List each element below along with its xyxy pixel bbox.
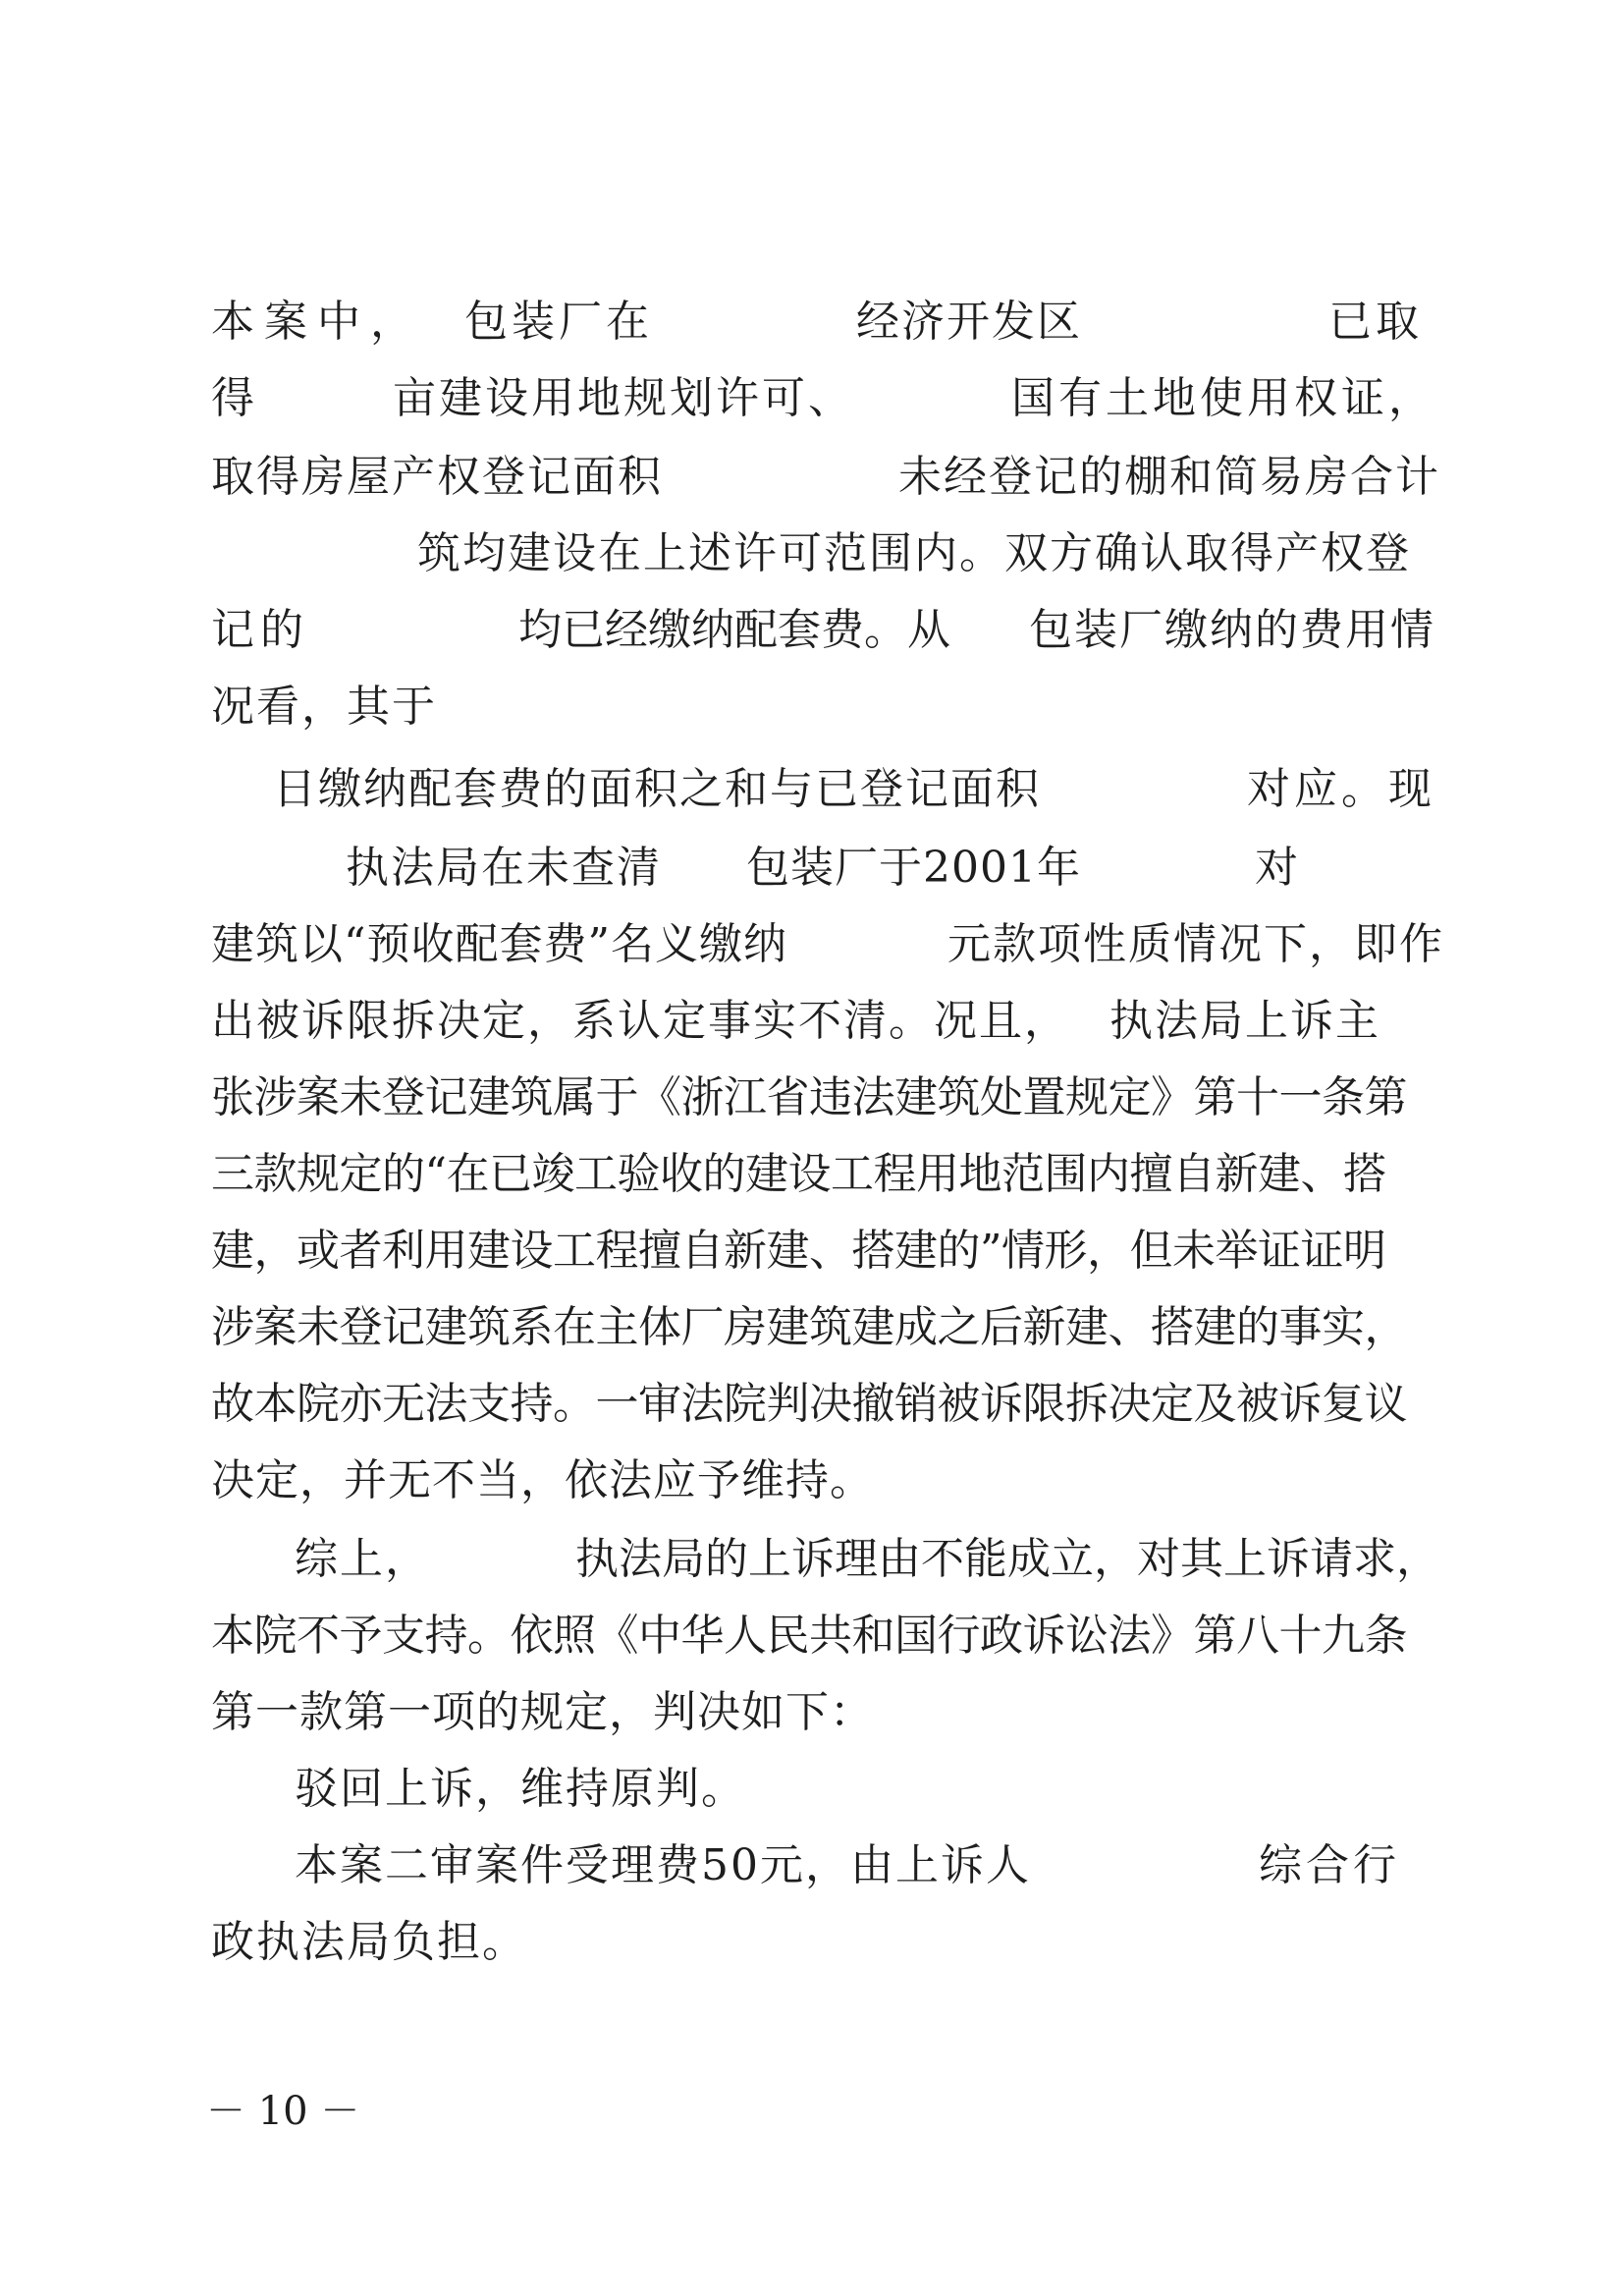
text-segment: 经济开发区	[856, 297, 1082, 347]
text-segment: 本案中，	[211, 297, 423, 347]
text-segment: 本院不予支持。依照《中华人民共和国行政诉讼法》第八十九条	[211, 1611, 1407, 1661]
text-segment: 记的	[211, 605, 309, 655]
page-number: － 10 －	[206, 2089, 360, 2134]
text-line	[0, 909, 1623, 980]
text-segment: 未经登记的棚和简易房合计	[898, 452, 1440, 502]
text-line	[0, 672, 1623, 742]
text-segment: 日缴纳配套费的面积之和与已登记面积	[273, 764, 1041, 814]
text-segment: 筑均建设在上述许可范围内。双方确认取得产权登	[417, 528, 1411, 578]
text-line	[0, 1831, 1623, 1901]
text-segment: 元款项性质情况下，即作	[947, 919, 1444, 969]
text-segment: 故本院亦无法支持。一审法院判决撤销被诉限拆决定及被诉复议	[211, 1379, 1407, 1429]
text-segment: 建，或者利用建设工程擅自新建、搭建的”情形，但未举证证明	[211, 1226, 1386, 1276]
text-line	[0, 363, 1623, 434]
text-segment: 包装厂在	[464, 297, 653, 347]
text-segment: 国有土地使用权证，	[1011, 373, 1435, 423]
text-segment: 综上，	[295, 1534, 430, 1584]
text-segment: 取得房屋产权登记面积	[211, 452, 663, 502]
text-line	[0, 754, 1623, 825]
text-segment: 包装厂缴纳的费用情	[1029, 605, 1435, 655]
text-segment: 政执法局负担。	[211, 1917, 527, 1967]
text-line	[0, 595, 1623, 666]
text-segment: 决定，并无不当，依法应予维持。	[211, 1455, 874, 1505]
text-line	[0, 833, 1623, 903]
text-line	[0, 287, 1623, 357]
text-line	[0, 986, 1623, 1057]
text-line	[0, 1063, 1623, 1133]
text-segment: 对	[1255, 843, 1298, 893]
text-segment: 三款规定的“在已竣工验收的建设工程用地范围内擅自新建、搭	[211, 1149, 1386, 1199]
text-segment: 本案二审案件受理费50元，由上诉人	[295, 1840, 1031, 1890]
text-segment: 对应。现	[1247, 764, 1435, 814]
text-line	[0, 1601, 1623, 1671]
text-line	[0, 519, 1623, 589]
text-segment: 均已经缴纳配套费。从	[518, 605, 950, 655]
text-segment: 亩建设用地规划许可、	[393, 373, 854, 423]
text-segment: 执法局的上诉理由不能成立，对其上诉请求，	[575, 1534, 1439, 1584]
text-line	[0, 1907, 1623, 1978]
text-line	[0, 1524, 1623, 1595]
text-line	[0, 1369, 1623, 1440]
text-segment: 涉案未登记建筑系在主体厂房建筑建成之后新建、搭建的事实，	[211, 1302, 1407, 1352]
text-segment: 第一款第一项的规定，判决如下：	[211, 1687, 874, 1737]
text-line	[0, 442, 1623, 513]
text-line	[0, 1446, 1623, 1516]
text-segment: 执法局上诉主	[1109, 996, 1380, 1046]
text-segment: 张涉案未登记建筑属于《浙江省违法建筑处置规定》第十一条第	[211, 1072, 1407, 1122]
text-line	[0, 1677, 1623, 1748]
text-segment: 综合行	[1259, 1840, 1400, 1890]
text-line	[0, 1292, 1623, 1363]
text-segment: 包装厂于2001年	[746, 843, 1081, 893]
text-segment: 出被诉限拆决定，系认定事实不清。况且，	[211, 996, 1069, 1046]
text-segment: 得	[211, 373, 254, 423]
text-segment: 驳回上诉，维持原判。	[295, 1764, 746, 1814]
text-segment: 执法局在未查清	[346, 843, 662, 893]
text-line	[0, 1139, 1623, 1210]
text-line	[0, 1216, 1623, 1286]
text-segment: 已取	[1328, 297, 1423, 347]
text-line	[0, 1754, 1623, 1825]
text-segment: 建筑以“预收配套费”名义缴纳	[211, 919, 787, 969]
text-segment: 况看，其于	[211, 682, 437, 732]
